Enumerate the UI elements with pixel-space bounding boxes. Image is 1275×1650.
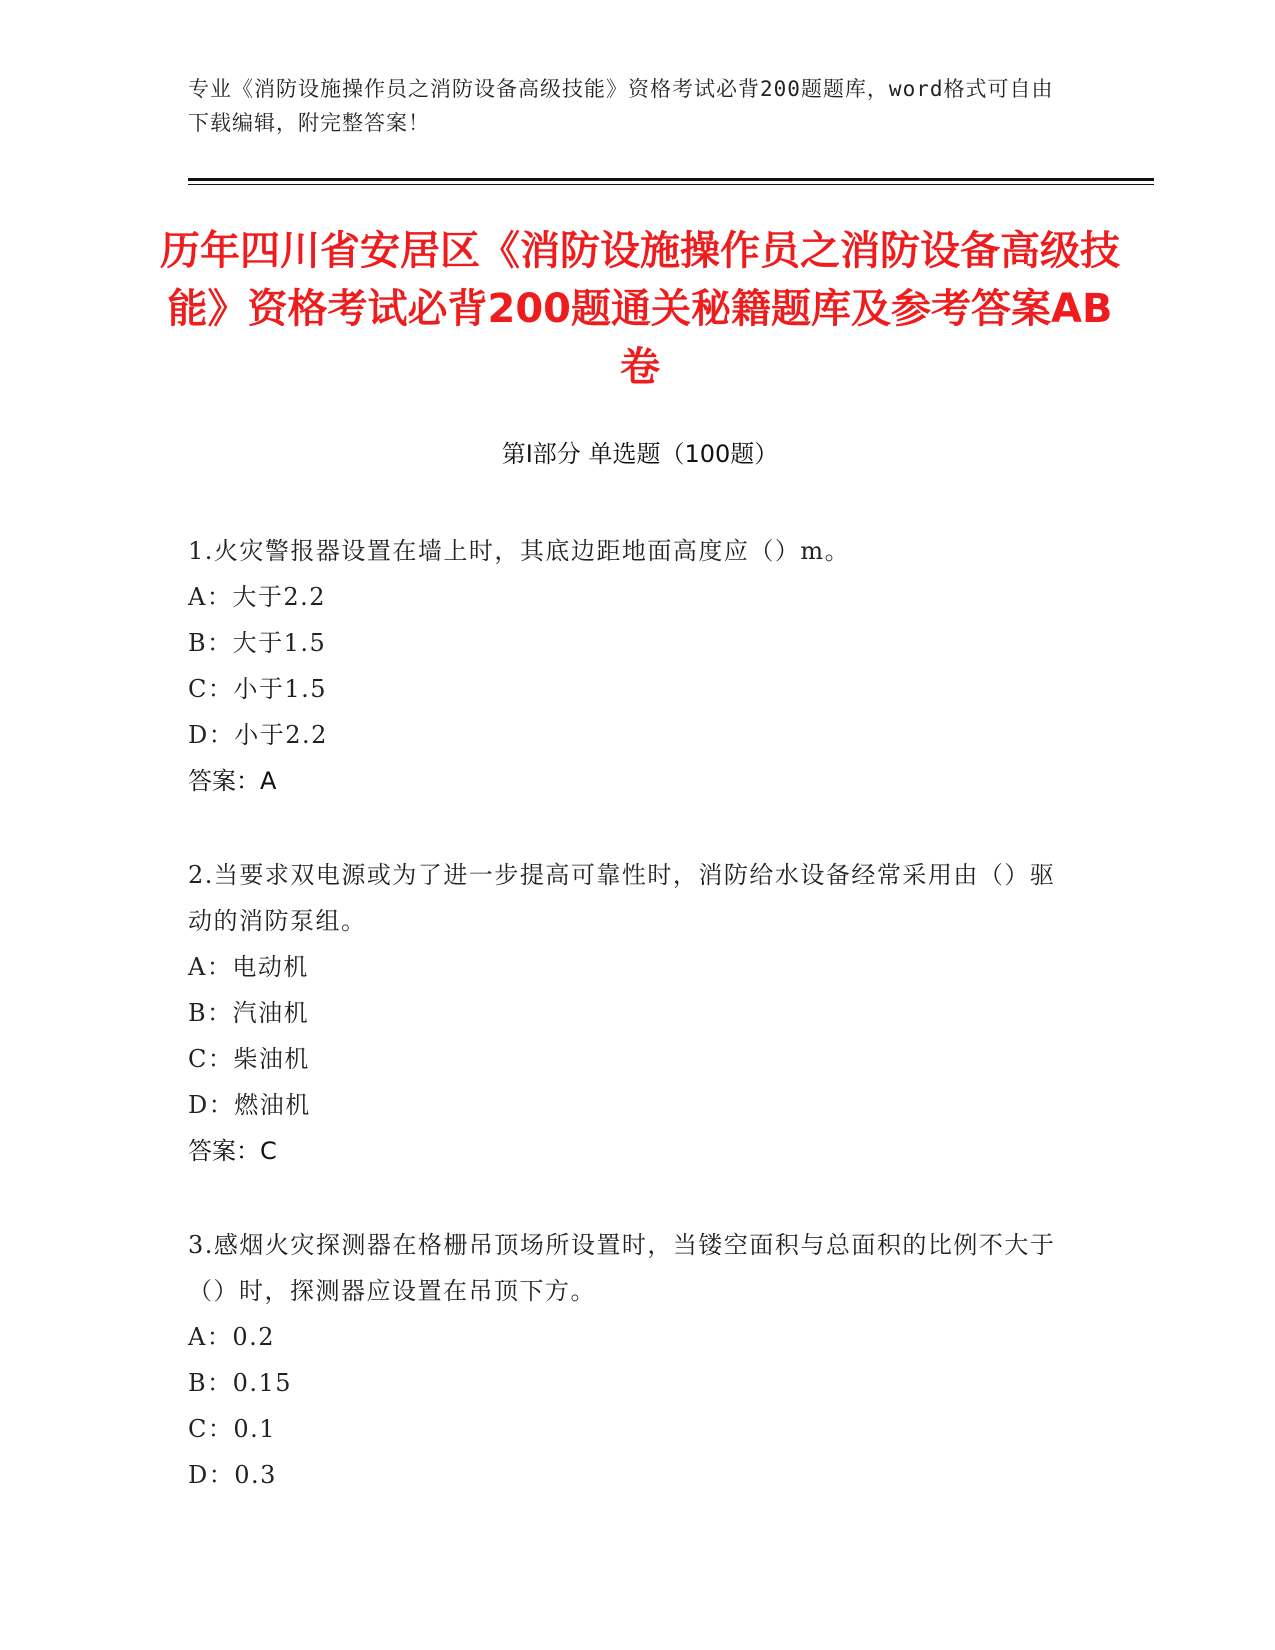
option-c: C：0.1 bbox=[188, 1415, 277, 1443]
option-d: D：小于2.2 bbox=[188, 721, 328, 749]
question-list bbox=[188, 528, 1068, 1546]
question-3 bbox=[188, 1222, 1068, 1498]
section-heading: 第Ⅰ部分 单选题（100题） bbox=[501, 440, 779, 468]
option-c: C：小于1.5 bbox=[188, 675, 328, 703]
option-a: A：大于2.2 bbox=[188, 583, 326, 611]
option-d: D：燃油机 bbox=[188, 1091, 311, 1119]
option-d: D：0.3 bbox=[188, 1461, 277, 1489]
document-title: 历年四川省安居区《消防设施操作员之消防设备高级技能》资格考试必背200题通关秘籍题库及参考答案AB卷 bbox=[160, 228, 1120, 390]
option-c: C：柴油机 bbox=[188, 1045, 310, 1073]
header-divider-thick bbox=[188, 178, 1154, 181]
header-note: 专业《消防设施操作员之消防设备高级技能》资格考试必背200题题库，word格式可自由下载编辑，附完整答案！ bbox=[188, 77, 1054, 135]
question-1 bbox=[188, 528, 1068, 804]
option-a: A：0.2 bbox=[188, 1323, 275, 1351]
option-b: B：0.15 bbox=[188, 1369, 293, 1397]
question-text: 1.火灾警报器设置在墙上时，其底边距地面高度应（）m。 bbox=[188, 537, 851, 565]
header-divider-thin bbox=[188, 184, 1154, 185]
question-2 bbox=[188, 852, 1068, 1174]
option-b: B：汽油机 bbox=[188, 999, 310, 1027]
answer: 答案：A bbox=[188, 767, 277, 795]
answer: 答案：C bbox=[188, 1137, 277, 1165]
option-b: B：大于1.5 bbox=[188, 629, 327, 657]
question-text: 2.当要求双电源或为了进一步提高可靠性时，消防给水设备经常采用由（）驱动的消防泵组。 bbox=[188, 861, 1056, 935]
option-a: A：电动机 bbox=[188, 953, 309, 981]
question-text: 3.感烟火灾探测器在格栅吊顶场所设置时，当镂空面积与总面积的比例不大于（）时，探测器应设置在吊顶下方。 bbox=[188, 1231, 1056, 1305]
